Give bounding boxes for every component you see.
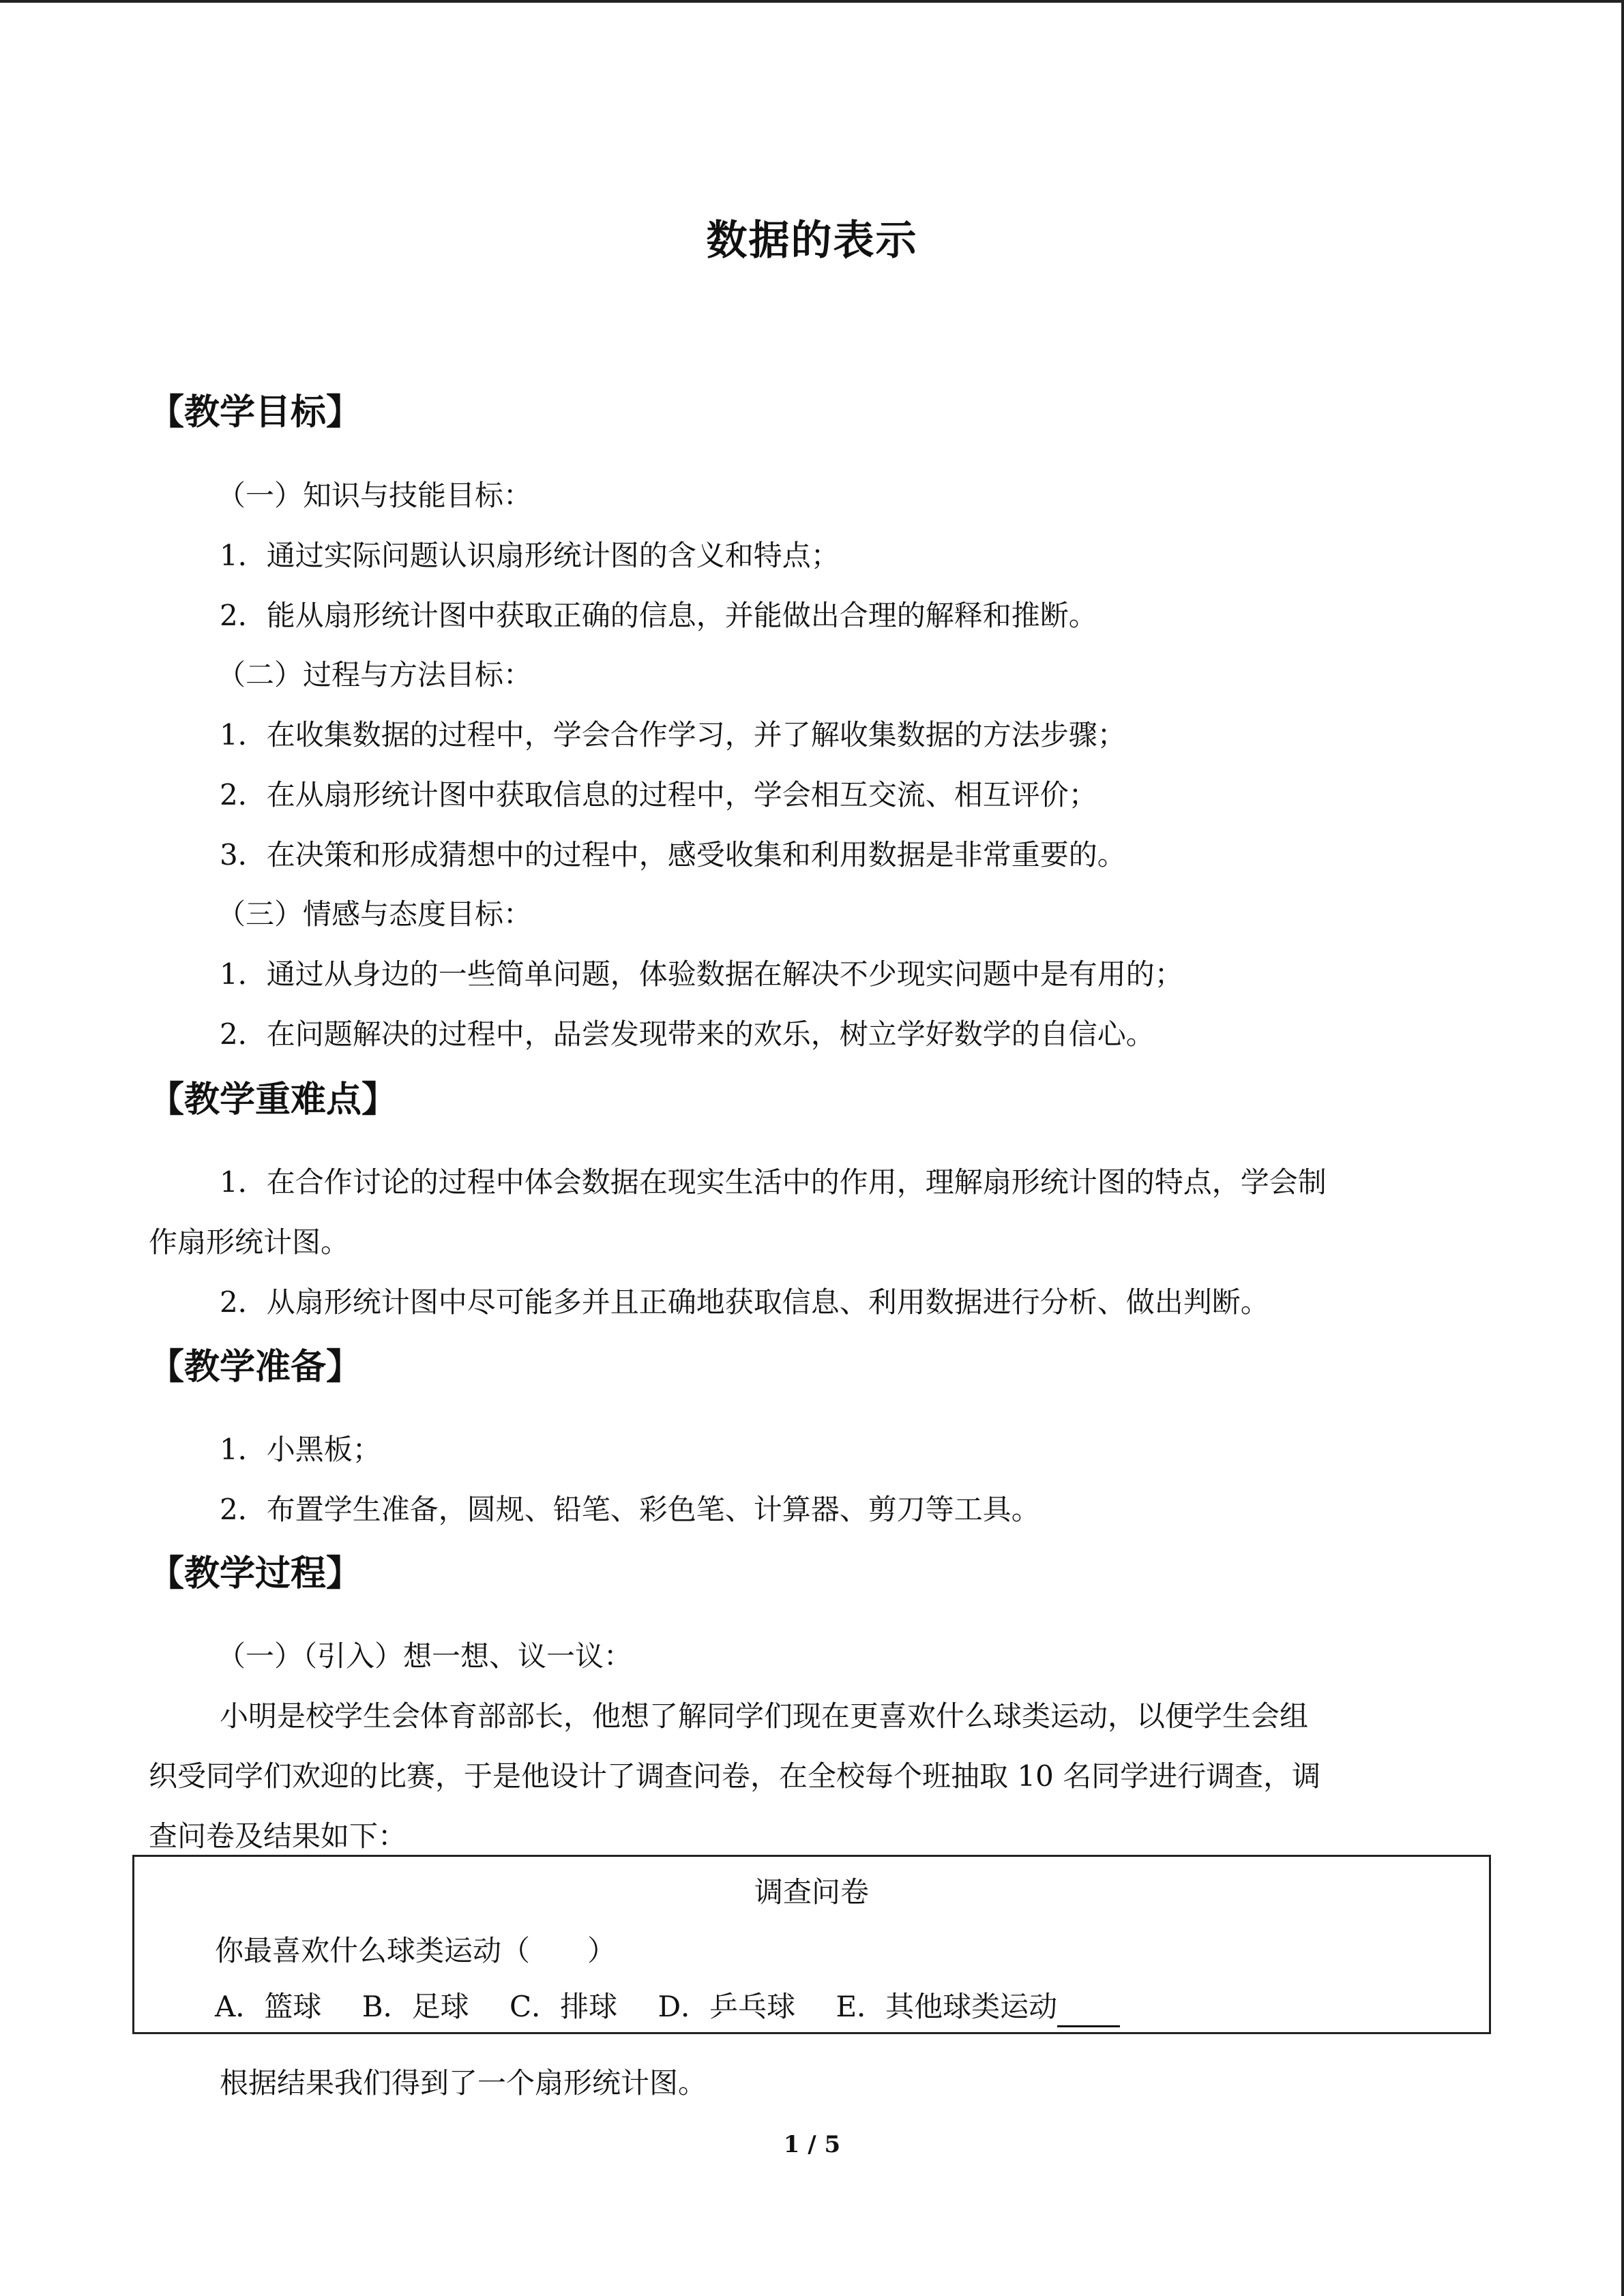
key-point-2: 2．从扇形统计图中尽可能多并且正确地获取信息、利用数据进行分析、做出判断。 <box>220 1285 1269 1319</box>
survey-question: 你最喜欢什么球类运动（ ） <box>215 1934 617 1967</box>
page-border-top <box>0 0 1624 3</box>
goal-emotion-2: 2．在问题解决的过程中，品尝发现带来的欢乐，树立学好数学的自信心。 <box>220 1017 1155 1051</box>
goal-knowledge-label: （一）知识与技能目标： <box>217 479 533 512</box>
survey-option-c: C．排球 <box>509 1990 618 2023</box>
goal-process-2: 2．在从扇形统计图中获取信息的过程中，学会相互交流、相互评价； <box>220 778 1097 811</box>
section-heading-process: 【教学过程】 <box>149 1553 362 1594</box>
document-title: 数据的表示 <box>706 217 918 265</box>
goal-knowledge-1: 1．通过实际问题认识扇形统计图的含义和特点； <box>220 539 840 572</box>
key-point-1-line1: 1．在合作讨论的过程中体会数据在现实生活中的作用，理解扇形统计图的特点，学会制 <box>220 1165 1327 1199</box>
survey-options <box>215 1986 1120 2027</box>
survey-blank-line <box>1057 1995 1120 2027</box>
section-heading-preparation: 【教学准备】 <box>149 1347 362 1388</box>
survey-option-b: B．足球 <box>361 1990 469 2023</box>
goal-process-1: 1．在收集数据的过程中，学会合作学习，并了解收集数据的方法步骤； <box>220 718 1126 751</box>
survey-title: 调查问卷 <box>754 1875 869 1909</box>
process-intro-label: （一）（引入）想一想、议一议： <box>217 1639 633 1673</box>
survey-option-e: E．其他球类运动 <box>836 1990 1058 2023</box>
page-border-right <box>1621 0 1624 2296</box>
preparation-1: 1．小黑板； <box>220 1433 381 1466</box>
section-heading-goals: 【教学目标】 <box>149 392 362 433</box>
goal-emotion-label: （三）情感与态度目标： <box>217 897 533 931</box>
process-paragraph-line2: 织受同学们欢迎的比赛，于是他设计了调查问卷，在全校每个班抽取 10 名同学进行调查，调 <box>149 1759 1321 1793</box>
key-point-1-line2: 作扇形统计图。 <box>149 1225 350 1259</box>
process-paragraph-line1: 小明是校学生会体育部部长，他想了解同学们现在更喜欢什么球类运动，以便学生会组 <box>220 1699 1309 1733</box>
goal-process-3: 3．在决策和形成猜想中的过程中，感受收集和利用数据是非常重要的。 <box>220 838 1126 871</box>
preparation-2: 2．布置学生准备，圆规、铅笔、彩色笔、计算器、剪刀等工具。 <box>220 1493 1040 1526</box>
goal-process-label: （二）过程与方法目标： <box>217 658 533 691</box>
goal-knowledge-2: 2．能从扇形统计图中获取正确的信息，并能做出合理的解释和推断。 <box>220 599 1097 632</box>
after-survey-text: 根据结果我们得到了一个扇形统计图。 <box>220 2066 707 2100</box>
survey-option-a: A．篮球 <box>215 1990 322 2023</box>
process-paragraph-line3: 查问卷及结果如下： <box>149 1819 407 1853</box>
goal-emotion-1: 1．通过从身边的一些简单问题，体验数据在解决不少现实问题中是有用的； <box>220 957 1183 991</box>
survey-box <box>132 1855 1491 2034</box>
page-number: 1 / 5 <box>783 2131 841 2158</box>
section-heading-key-points: 【教学重难点】 <box>149 1079 398 1120</box>
survey-option-d: D．乒乓球 <box>658 1990 796 2023</box>
